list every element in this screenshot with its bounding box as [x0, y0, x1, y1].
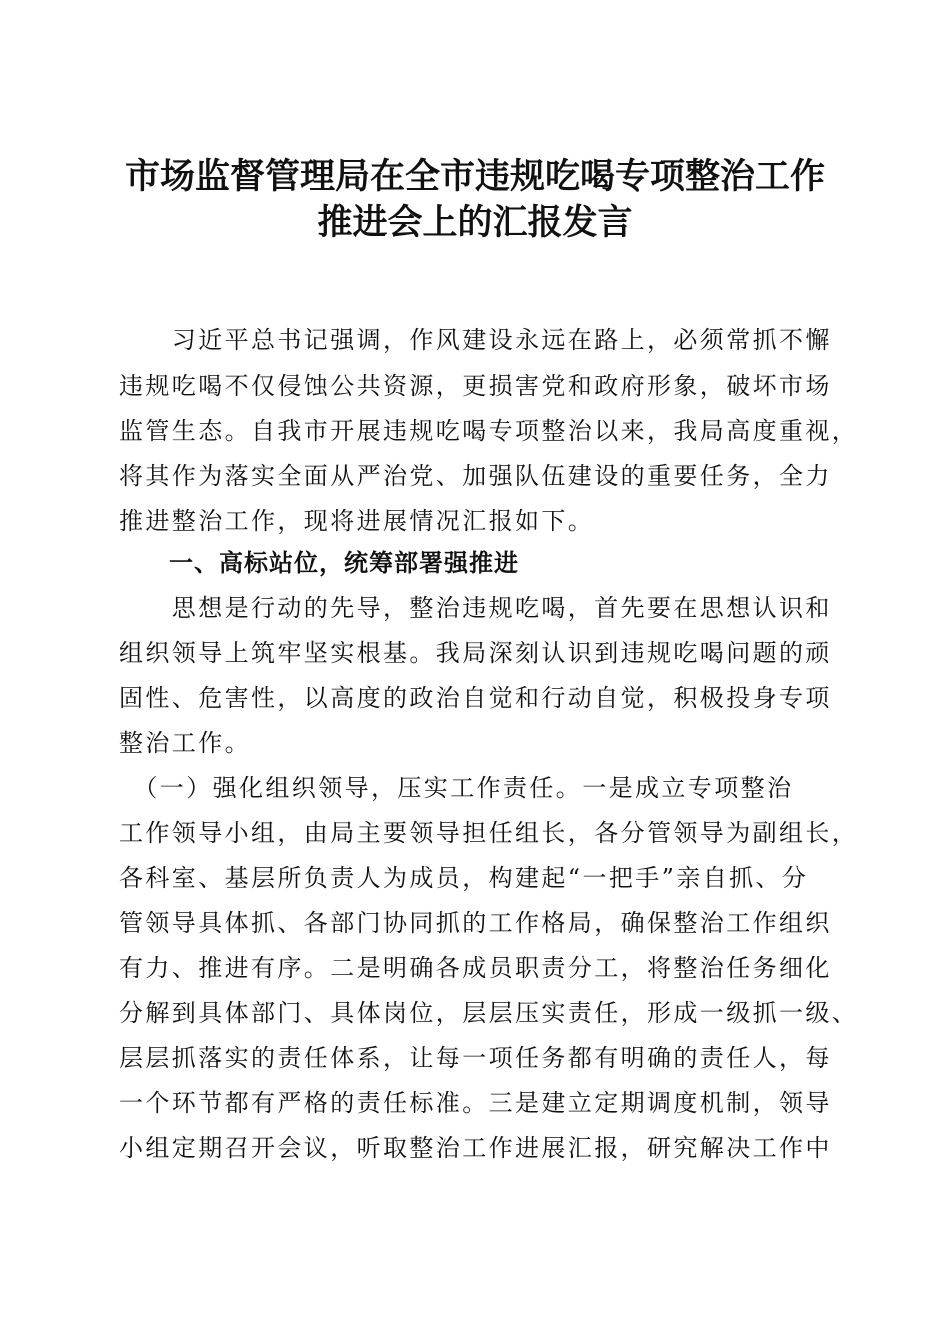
paragraph-line: 监管生态。自我市开展违规吃喝专项整治以来，我局高度重视， — [119, 417, 859, 445]
subsection-heading-1: （一）强化组织领导，压实工作责任。一是成立专项整治 — [119, 774, 794, 802]
paragraph-line: 小组定期召开会议，听取整治工作进展汇报，研究解决工作中 — [119, 1134, 832, 1162]
paragraph-line: 一个环节都有严格的责任标准。三是建立定期调度机制，领导 — [119, 1089, 832, 1117]
paragraph-line: 组织领导上筑牢坚实根基。我局深刻认识到违规吃喝问题的顽 — [119, 639, 832, 667]
paragraph-line: 有力、推进有序。二是明确各成员职责分工，将整治任务细化 — [119, 954, 832, 982]
paragraph-line: 工作领导小组，由局主要领导担任组长，各分管领导为副组长， — [119, 819, 859, 847]
paragraph-line: 管领导具体抓、各部门协同抓的工作格局，确保整治工作组织 — [119, 909, 832, 937]
paragraph-line: 各科室、基层所负责人为成员，构建起“一把手”亲自抓、分 — [119, 864, 809, 892]
paragraph-line: 推进整治工作，现将进展情况汇报如下。 — [119, 507, 595, 535]
paragraph-line: 思想是行动的先导，整治违规吃喝，首先要在思想认识和 — [119, 594, 832, 622]
paragraph-line: 违规吃喝不仅侵蚀公共资源，更损害党和政府形象，破坏市场 — [119, 372, 832, 400]
paragraph-line: 整治工作。 — [119, 729, 251, 757]
document-title-line-1: 市场监督管理局在全市违规吃喝专项整治工作 — [124, 156, 825, 197]
paragraph-line: 层层抓落实的责任体系，让每一项任务都有明确的责任人，每 — [119, 1044, 832, 1072]
paragraph-line: 习近平总书记强调，作风建设永远在路上，必须常抓不懈 — [119, 326, 832, 354]
section-heading-1: 一、高标站位，统筹部署强推进 — [119, 549, 519, 577]
document-title-line-2: 推进会上的汇报发言 — [317, 202, 633, 243]
paragraph-line: 固性、危害性，以高度的政治自觉和行动自觉，积极投身专项 — [119, 684, 832, 712]
paragraph-line: 将其作为落实全面从严治党、加强队伍建设的重要任务，全力 — [119, 462, 832, 490]
paragraph-line: 分解到具体部门、具体岗位，层层压实责任，形成一级抓一级、 — [119, 999, 859, 1027]
